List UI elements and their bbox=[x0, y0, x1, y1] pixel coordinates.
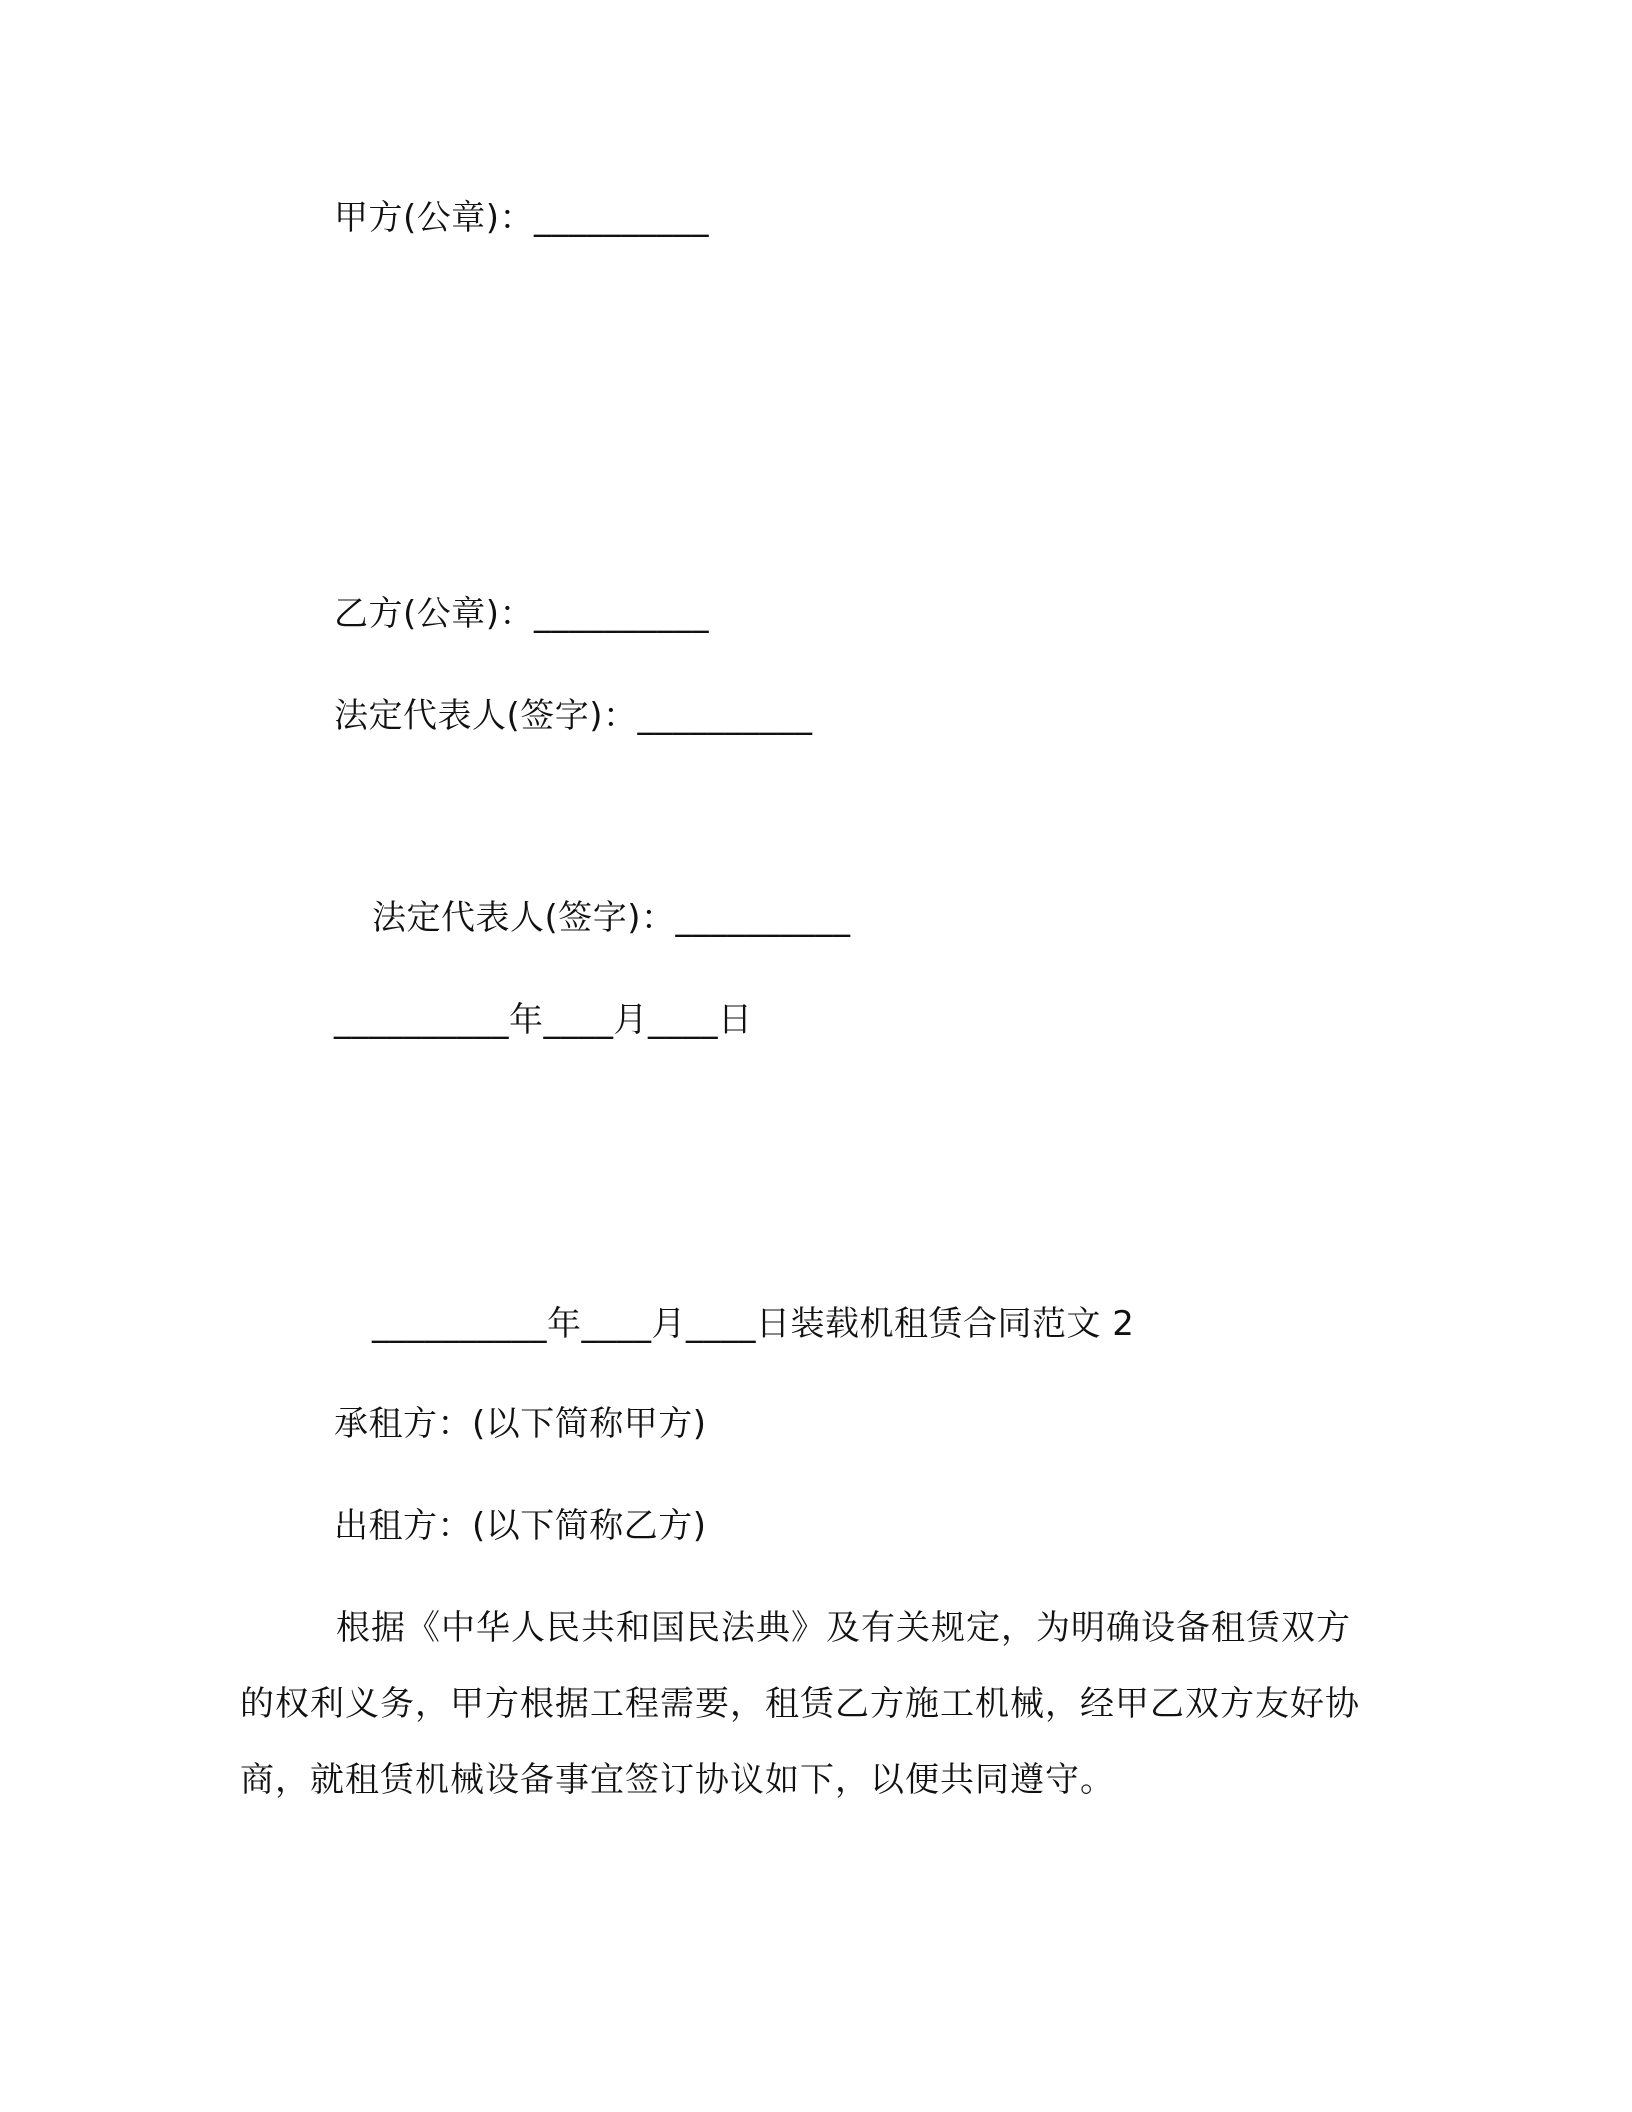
legal-representative-signature-line: 法定代表人(签字)：__________ bbox=[334, 696, 813, 736]
contract-title: __________年____月____日装载机租赁合同范文 2 bbox=[372, 1304, 1135, 1344]
lessee-line: 承租方：(以下简称甲方) bbox=[334, 1404, 707, 1444]
preamble-paragraph: 根据《中华人民共和国民法典》及有关规定，为明确设备租赁双方的权利义务，甲方根据工程需要，租赁乙方施工机械，经甲乙双方友好协商，就租赁机械设备事宜签订协议如下，以便共同遵守。 bbox=[240, 1608, 1360, 1800]
signing-date-line: __________年____月____日 bbox=[334, 1000, 753, 1040]
party-a-seal-line: 甲方(公章)：__________ bbox=[334, 198, 710, 238]
legal-representative-signature-line-2: 法定代表人(签字)：__________ bbox=[372, 898, 851, 938]
lessor-line: 出租方：(以下简称乙方) bbox=[334, 1506, 707, 1546]
party-b-seal-line: 乙方(公章)：__________ bbox=[334, 594, 710, 634]
